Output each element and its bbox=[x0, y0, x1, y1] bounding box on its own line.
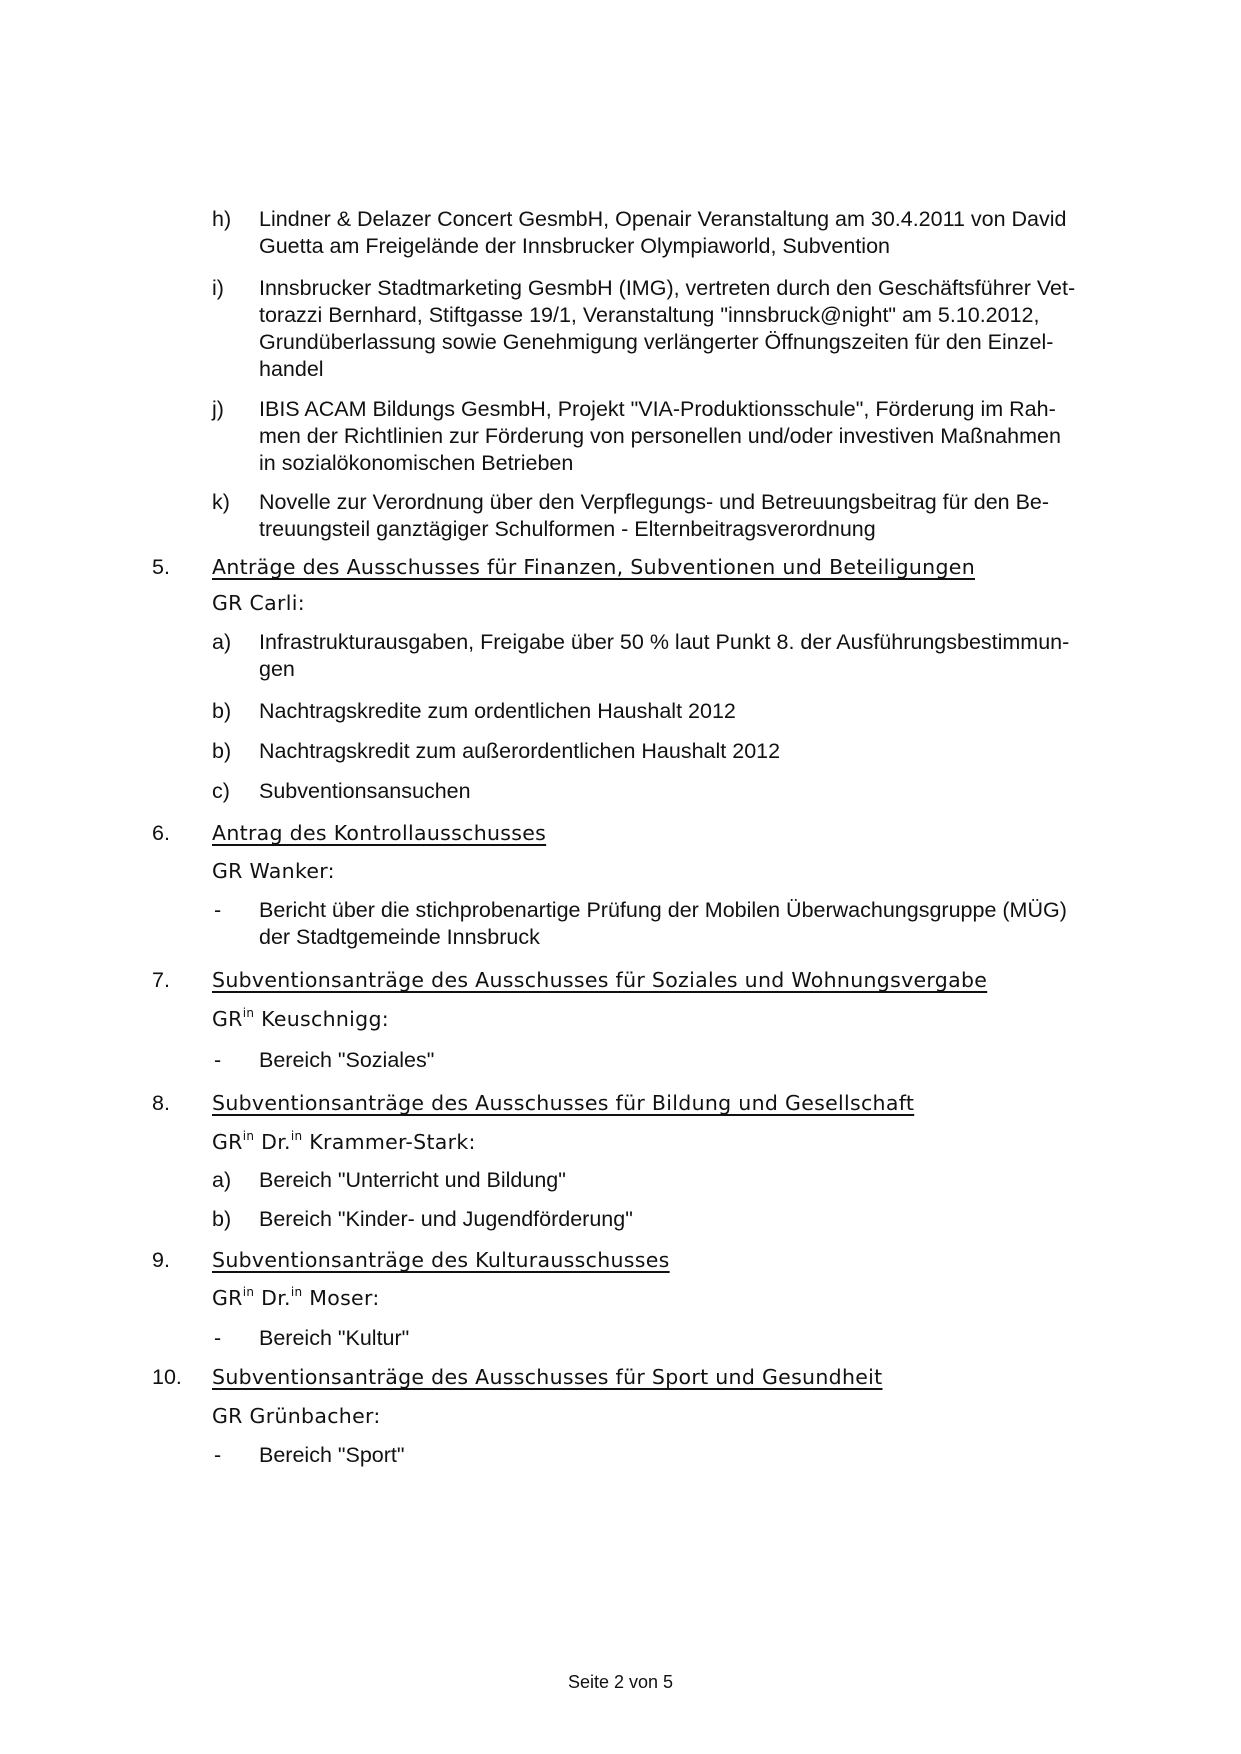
section-heading: Subventionsanträge des Ausschusses für Sport und Gesundheit bbox=[212, 1365, 883, 1389]
item-marker: k) bbox=[212, 490, 230, 514]
speaker-prefix: GR bbox=[212, 1130, 243, 1154]
list-item: Bereich "Soziales" bbox=[259, 1048, 435, 1072]
item-line: Innsbrucker Stadtmarketing GesmbH (IMG), vertreten durch den Geschäftsführer Vet- bbox=[259, 276, 1076, 300]
list-item: Bereich "Kultur" bbox=[259, 1326, 410, 1350]
section-heading: Antrag des Kontrollausschusses bbox=[212, 821, 547, 845]
speaker-title-sup: in bbox=[290, 1129, 303, 1143]
speaker-label: GR Carli: bbox=[212, 591, 305, 615]
item-line: Grundüberlassung sowie Genehmigung verlängerter Öffnungszeiten für den Einzel- bbox=[259, 330, 1054, 354]
item-line: Novelle zur Verordnung über den Verpflegungs- und Betreuungsbeitrag für den Be- bbox=[259, 490, 1050, 514]
section-number: 9. bbox=[152, 1248, 170, 1272]
item-line: Lindner & Delazer Concert GesmbH, Openair Veranstaltung am 30.4.2011 von David bbox=[259, 207, 1067, 231]
list-item: Bereich "Sport" bbox=[259, 1443, 405, 1467]
speaker-name: Moser: bbox=[309, 1286, 380, 1310]
item-line: in sozialökonomischen Betrieben bbox=[259, 451, 574, 475]
speaker-title-sup: in bbox=[290, 1285, 303, 1299]
list-item bbox=[259, 897, 1159, 951]
speaker-label bbox=[212, 1006, 389, 1033]
speaker-label: GR Grünbacher: bbox=[212, 1404, 381, 1428]
item-line: Bericht über die stichprobenartige Prüfung der Mobilen Überwachungsgruppe (MÜG) bbox=[259, 898, 1067, 922]
speaker-label bbox=[212, 1129, 476, 1156]
section-number: 6. bbox=[152, 821, 170, 845]
item-marker: - bbox=[214, 1326, 222, 1350]
speaker-title: Dr. bbox=[261, 1130, 291, 1154]
list-item: Bereich "Kinder- und Jugendförderung" bbox=[259, 1207, 633, 1231]
speaker-sup: in bbox=[242, 1129, 255, 1143]
item-line: Infrastrukturausgaben, Freigabe über 50 % laut Punkt 8. der Ausführungsbestimmun- bbox=[259, 630, 1070, 654]
list-item-i bbox=[259, 275, 1159, 383]
section-heading: Subventionsanträge des Ausschusses für Soziales und Wohnungsvergabe bbox=[212, 968, 988, 992]
item-marker: b) bbox=[212, 739, 232, 763]
item-marker: i) bbox=[212, 276, 224, 300]
item-line: der Stadtgemeinde Innsbruck bbox=[259, 925, 540, 949]
speaker-prefix: GR bbox=[212, 1286, 243, 1310]
item-marker: a) bbox=[212, 1168, 232, 1192]
item-line: gen bbox=[259, 657, 295, 681]
item-marker: b) bbox=[212, 1207, 232, 1231]
section-heading: Anträge des Ausschusses für Finanzen, Subventionen und Beteiligungen bbox=[212, 555, 975, 579]
item-marker: b) bbox=[212, 699, 232, 723]
item-line: torazzi Bernhard, Stiftgasse 19/1, Veranstaltung "innsbruck@night" am 5.10.2012, bbox=[259, 303, 1040, 327]
list-item-h bbox=[259, 206, 1159, 260]
item-marker: h) bbox=[212, 207, 232, 231]
item-line: IBIS ACAM Bildungs GesmbH, Projekt "VIA-Produktionsschule", Förderung im Rah- bbox=[259, 397, 1056, 421]
section-number: 8. bbox=[152, 1091, 170, 1115]
speaker-title: Dr. bbox=[261, 1286, 291, 1310]
page-footer: Seite 2 von 5 bbox=[567, 1672, 674, 1692]
section-number: 7. bbox=[152, 968, 170, 992]
item-marker: - bbox=[214, 898, 222, 922]
item-line: handel bbox=[259, 357, 324, 381]
speaker-label bbox=[212, 1285, 380, 1312]
list-item: Nachtragskredit zum außerordentlichen Haushalt 2012 bbox=[259, 739, 781, 763]
speaker-sup: in bbox=[242, 1006, 255, 1020]
list-item-j bbox=[259, 396, 1159, 477]
speaker-name: Keuschnigg: bbox=[261, 1007, 390, 1031]
item-marker: - bbox=[214, 1048, 222, 1072]
section-heading: Subventionsanträge des Kulturausschusses bbox=[212, 1248, 670, 1272]
list-item: Subventionsansuchen bbox=[259, 779, 471, 803]
speaker-name: Krammer-Stark: bbox=[309, 1130, 476, 1154]
list-item-k bbox=[259, 489, 1159, 543]
section-heading: Subventionsanträge des Ausschusses für Bildung und Gesellschaft bbox=[212, 1091, 915, 1115]
list-item: Nachtragskredite zum ordentlichen Haushalt 2012 bbox=[259, 699, 736, 723]
item-marker: j) bbox=[212, 397, 224, 421]
section-number: 5. bbox=[152, 555, 170, 579]
item-marker: a) bbox=[212, 630, 232, 654]
item-line: Guetta am Freigelände der Innsbrucker Olympiaworld, Subvention bbox=[259, 234, 890, 258]
item-marker: - bbox=[214, 1443, 222, 1467]
section-number: 10. bbox=[152, 1365, 182, 1389]
list-item: Bereich "Unterricht und Bildung" bbox=[259, 1168, 566, 1192]
list-item bbox=[259, 629, 1159, 683]
speaker-prefix: GR bbox=[212, 1007, 243, 1031]
item-line: treuungsteil ganztägiger Schulformen - Elternbeitragsverordnung bbox=[259, 517, 876, 541]
item-line: men der Richtlinien zur Förderung von personellen und/oder investiven Maßnahmen bbox=[259, 424, 1061, 448]
speaker-sup: in bbox=[242, 1285, 255, 1299]
speaker-label: GR Wanker: bbox=[212, 859, 335, 883]
item-marker: c) bbox=[212, 779, 230, 803]
